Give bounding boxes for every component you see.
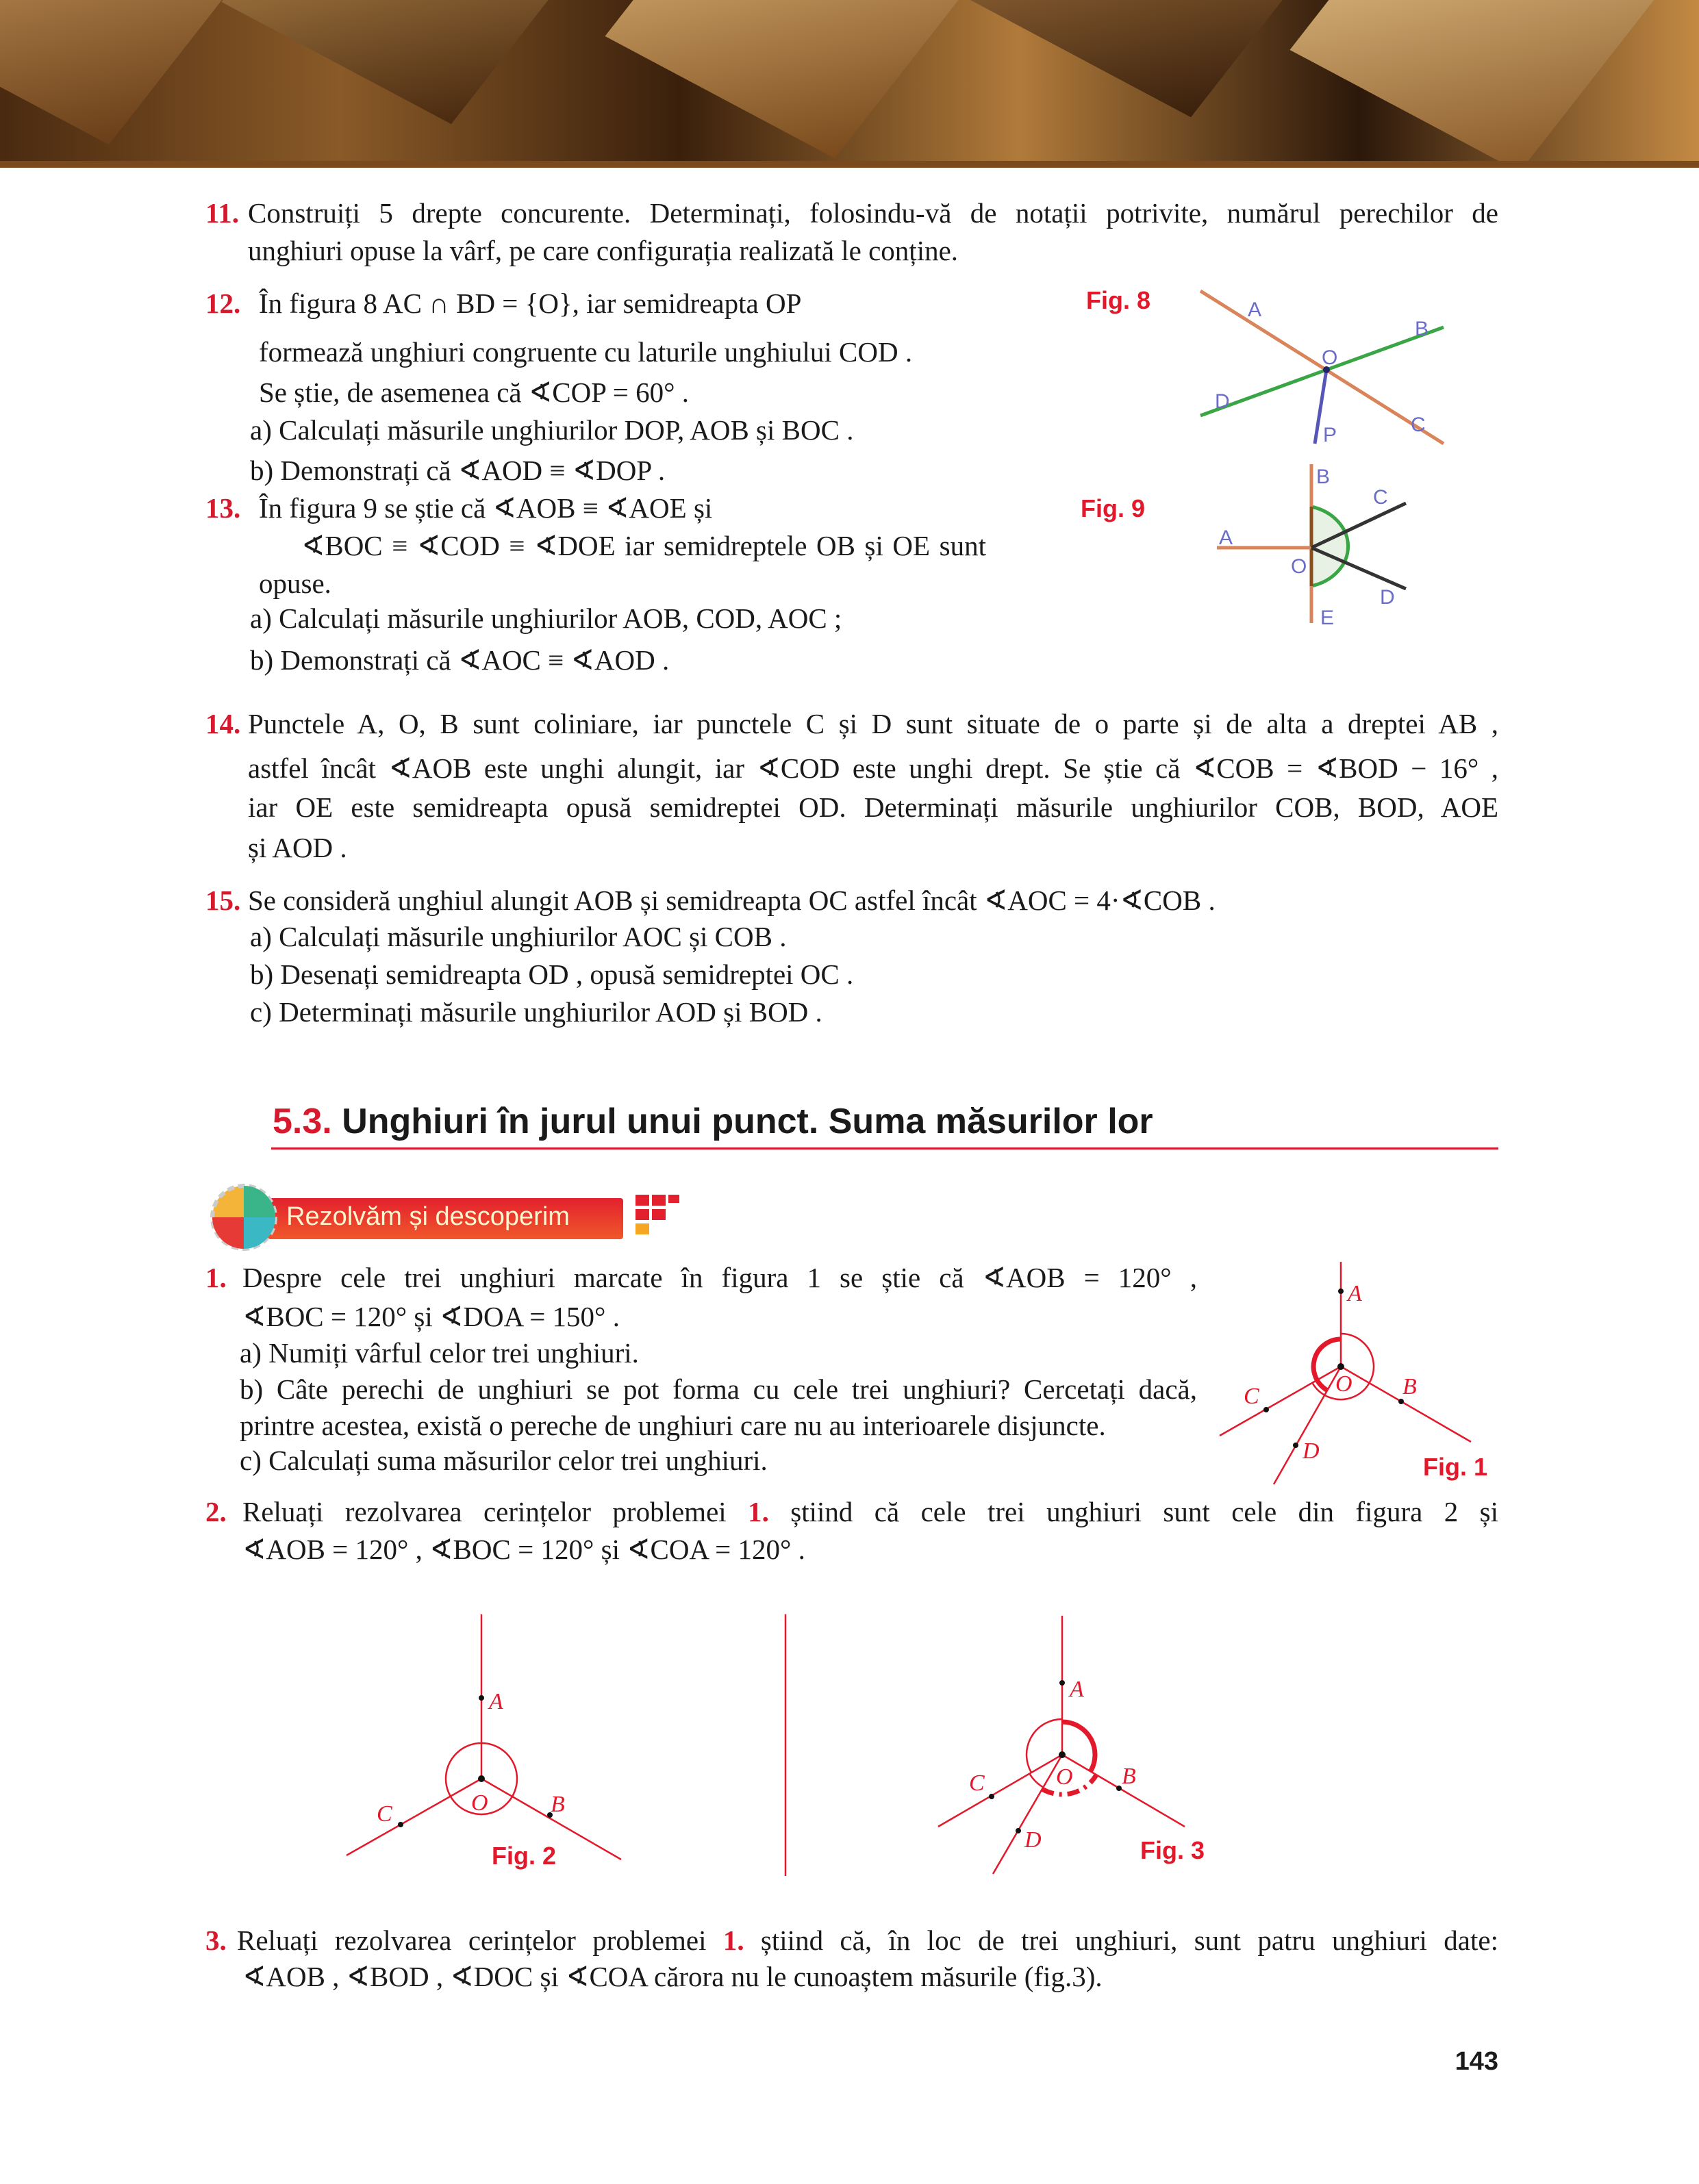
figure-caption: Fig. 8 bbox=[1086, 286, 1151, 314]
figure-9 bbox=[1217, 464, 1406, 629]
text-line: c) Determinați măsurile unghiurilor AOD și BOD . bbox=[250, 996, 822, 1028]
problem-number: 13. bbox=[205, 492, 241, 524]
svg-text:B: B bbox=[1122, 1764, 1136, 1789]
svg-text:O: O bbox=[1291, 555, 1307, 578]
problem-number: 1. bbox=[205, 1262, 227, 1293]
svg-text:C: C bbox=[1411, 414, 1426, 436]
svg-text:A: A bbox=[489, 1689, 503, 1714]
text-line: a) Numiți vârful celor trei unghiuri. bbox=[240, 1337, 639, 1369]
text-line: Se consideră unghiul alungit AOB și semidreapta OC astfel încât ∢AOC = 4·∢COB . bbox=[248, 885, 1216, 916]
figure-caption: Fig. 3 bbox=[1140, 1836, 1205, 1864]
text-line: ∢BOC ≡ ∢COD ≡ ∢DOE iar semidreptele OB și OE sunt bbox=[301, 530, 986, 561]
svg-text:O: O bbox=[1335, 1371, 1352, 1397]
svg-text:A: A bbox=[1248, 299, 1262, 321]
text-line: b) Desenați semidreapta OD , opusă semidreptei OC . bbox=[250, 958, 854, 990]
problem-number: 2. bbox=[205, 1496, 227, 1527]
text-line: În figura 9 se știe că ∢AOB ≡ ∢AOE și bbox=[259, 492, 713, 524]
text-line: ∢AOB = 120° , ∢BOC = 120° și ∢COA = 120° . bbox=[242, 1534, 805, 1565]
svg-text:B: B bbox=[1415, 318, 1429, 340]
figure-caption: Fig. 9 bbox=[1081, 494, 1146, 522]
svg-text:A: A bbox=[1348, 1281, 1362, 1306]
svg-text:D: D bbox=[1215, 390, 1230, 413]
svg-text:A: A bbox=[1219, 526, 1233, 549]
figure-8 bbox=[1200, 291, 1444, 446]
text-line: Despre cele trei unghiuri marcate în figura 1 se știe că ∢AOB = 120° , bbox=[242, 1262, 1197, 1293]
svg-text:C: C bbox=[1373, 486, 1388, 509]
text-line: În figura 8 AC ∩ BD = {O}, iar semidreapta OP bbox=[259, 288, 802, 319]
text-line: Se știe, de asemenea că ∢COP = 60° . bbox=[259, 377, 689, 408]
page-number: 143 bbox=[1455, 2047, 1498, 2076]
figure-caption: Fig. 2 bbox=[492, 1842, 557, 1870]
figure-1 bbox=[1220, 1262, 1471, 1484]
svg-text:B: B bbox=[551, 1792, 565, 1817]
problem-number: 15. bbox=[205, 885, 241, 916]
text-line: Reluați rezolvarea cerințelor problemei 1. știind că cele trei unghiuri sunt cele din figura 2 și bbox=[242, 1496, 1498, 1527]
text-line: b) Demonstrați că ∢AOC ≡ ∢AOD . bbox=[250, 644, 670, 676]
text-line: opuse. bbox=[259, 568, 331, 599]
text-line: și AOD . bbox=[248, 832, 347, 863]
figure-caption: Fig. 1 bbox=[1423, 1453, 1488, 1481]
text-line: Construiți 5 drepte concurente. Determinați, folosindu-vă de notații potrivite, numărul perechilor de bbox=[248, 197, 1498, 229]
text-line: printre acestea, există o pereche de unghiuri care nu au interioarele disjuncte. bbox=[240, 1410, 1106, 1441]
text-line: ∢AOB , ∢BOD , ∢DOC și ∢COA cărora nu le cunoaștem măsurile (fig.3). bbox=[242, 1961, 1103, 1992]
text-line: ∢BOC = 120° și ∢DOA = 150° . bbox=[242, 1301, 620, 1332]
text-line: Reluați rezolvarea cerințelor problemei 1. știind că, în loc de trei unghiuri, sunt patru unghiuri date: bbox=[237, 1925, 1498, 1956]
svg-text:B: B bbox=[1316, 466, 1331, 488]
problem-number: 12. bbox=[205, 288, 241, 319]
problem-number: 11. bbox=[205, 197, 239, 229]
section-title-text: Unghiuri în jurul unui punct. Suma măsurilor lor bbox=[342, 1102, 1153, 1141]
text-line: b) Demonstrați că ∢AOD ≡ ∢DOP . bbox=[250, 455, 666, 486]
text-line: Punctele A, O, B sunt coliniare, iar punctele C și D sunt situate de o parte și de alta a dreptei AB , bbox=[248, 708, 1498, 739]
section-number: 5.3. bbox=[273, 1102, 332, 1141]
svg-text:C: C bbox=[1244, 1384, 1259, 1409]
text-line: a) Calculați măsurile unghiurilor AOB, COD, AOC ; bbox=[250, 602, 842, 634]
svg-text:C: C bbox=[969, 1770, 985, 1796]
svg-text:C: C bbox=[377, 1801, 392, 1827]
banner-label: Rezolvăm și descoperim bbox=[286, 1202, 570, 1231]
text-line: c) Calculați suma măsurilor celor trei unghiuri. bbox=[240, 1445, 768, 1476]
svg-text:P: P bbox=[1323, 424, 1337, 446]
svg-text:D: D bbox=[1380, 586, 1395, 609]
text-line: iar OE este semidreapta opusă semidreptei OD. Determinați măsurile unghiurilor COB, BOD, AOE bbox=[248, 791, 1498, 823]
svg-text:D: D bbox=[1024, 1827, 1042, 1853]
text-line: unghiuri opuse la vârf, pe care configurația realizată le conține. bbox=[248, 235, 959, 266]
svg-text:B: B bbox=[1402, 1374, 1417, 1399]
svg-text:O: O bbox=[1322, 346, 1338, 369]
problem-number: 14. bbox=[205, 708, 241, 739]
figure-2 bbox=[347, 1614, 621, 1859]
text-line: astfel încât ∢AOB este unghi alungit, iar ∢COD este unghi drept. Se știe că ∢COB = ∢BOD − 16° , bbox=[248, 752, 1498, 784]
svg-text:O: O bbox=[1056, 1764, 1073, 1790]
svg-text:O: O bbox=[471, 1790, 488, 1816]
text-line: formează unghiuri congruente cu laturile unghiului COD . bbox=[259, 336, 913, 368]
text-line: a) Calculați măsurile unghiurilor AOC și COB . bbox=[250, 921, 787, 952]
svg-text:E: E bbox=[1320, 607, 1335, 629]
problem-number: 3. bbox=[205, 1925, 227, 1956]
svg-text:D: D bbox=[1302, 1438, 1320, 1464]
svg-text:A: A bbox=[1070, 1677, 1084, 1702]
figure-3 bbox=[938, 1616, 1185, 1874]
text-line: b) Câte perechi de unghiuri se pot forma cu cele trei unghiuri? Cercetați dacă, bbox=[240, 1373, 1197, 1405]
text-line: a) Calculați măsurile unghiurilor DOP, AOB și BOC . bbox=[250, 414, 854, 446]
